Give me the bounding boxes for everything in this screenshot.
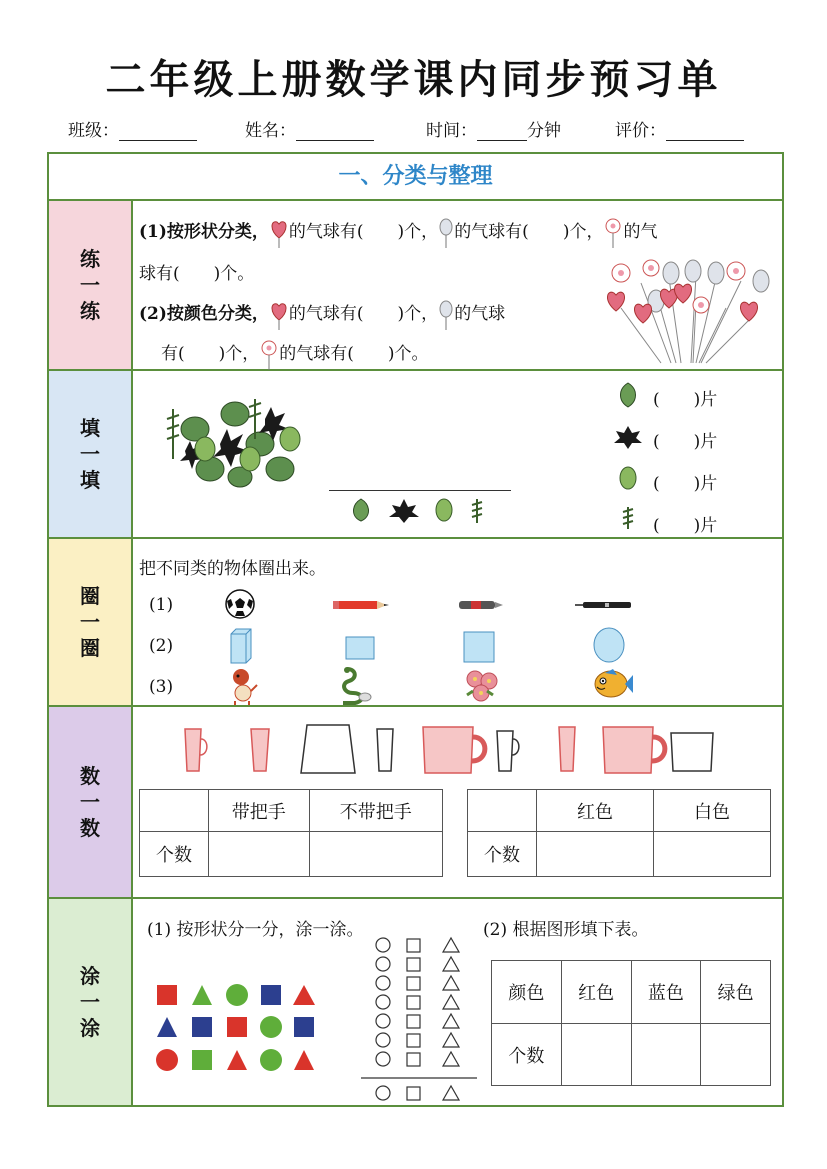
heart-balloon-icon bbox=[269, 218, 289, 248]
answer-blank[interactable]: ( )片 bbox=[653, 474, 718, 494]
question-line: (2)按颜色分类， 的气球有( )个， 的气球 bbox=[139, 299, 505, 330]
handle-count-table bbox=[139, 789, 443, 877]
name-blank[interactable] bbox=[296, 124, 374, 141]
fish-icon[interactable] bbox=[593, 667, 633, 701]
table-header: 绿色 bbox=[701, 961, 771, 1024]
answer-cell[interactable] bbox=[537, 832, 654, 877]
cuboid-icon[interactable] bbox=[231, 629, 251, 663]
paint-content bbox=[133, 899, 782, 1105]
table-header: 颜色 bbox=[492, 961, 562, 1024]
marker-icon[interactable] bbox=[575, 601, 633, 609]
shape-bar-chart-grid[interactable] bbox=[361, 937, 477, 1105]
answer-cell[interactable] bbox=[654, 832, 771, 877]
instruction-text: 把不同类的物体圈出来。 bbox=[139, 559, 326, 579]
square-icon[interactable] bbox=[463, 631, 495, 663]
time-blank[interactable] bbox=[477, 124, 527, 141]
cups-row-image bbox=[183, 721, 743, 777]
table-row-label: 个数 bbox=[140, 832, 209, 877]
rectangle-icon[interactable] bbox=[345, 636, 375, 660]
dog-icon[interactable] bbox=[229, 667, 257, 705]
shape-color-table bbox=[491, 960, 771, 1086]
pencil-icon[interactable] bbox=[333, 599, 391, 611]
eval-blank[interactable] bbox=[666, 124, 744, 141]
round-balloon-icon bbox=[438, 218, 454, 248]
oval-icon[interactable] bbox=[593, 627, 625, 663]
practice-content bbox=[133, 201, 782, 369]
leaf-legend-icons bbox=[615, 381, 641, 529]
answer-cell[interactable] bbox=[309, 832, 442, 877]
item-number: (3) bbox=[149, 677, 174, 697]
table-row-label: 个数 bbox=[468, 832, 537, 877]
row-paint bbox=[49, 899, 782, 1105]
soccer-ball-icon[interactable] bbox=[225, 589, 255, 619]
answer-blank[interactable]: ( )片 bbox=[653, 516, 718, 536]
table-header: 蓝色 bbox=[631, 961, 701, 1024]
question-text: (1) 按形状分一分，涂一涂。 bbox=[147, 920, 364, 940]
worksheet-frame bbox=[47, 152, 784, 1107]
table-header: 白色 bbox=[654, 790, 771, 832]
question-line: 有( )个， 的气球有( )个。 bbox=[161, 339, 429, 370]
section-title: 一、分类与整理 bbox=[49, 154, 782, 201]
question-line: 球有( )个。 bbox=[139, 264, 255, 284]
circle-content bbox=[133, 539, 782, 705]
row-label: 圈 一 圈 bbox=[49, 539, 133, 705]
class-blank[interactable] bbox=[119, 124, 197, 141]
row-label: 数 一 数 bbox=[49, 707, 133, 897]
heart-balloon-icon bbox=[269, 300, 289, 330]
row-count bbox=[49, 707, 782, 899]
eval-field: 评价： bbox=[615, 116, 744, 141]
answer-cell[interactable] bbox=[561, 1024, 631, 1086]
flower-balloon-icon bbox=[603, 218, 623, 248]
fill-content bbox=[133, 371, 782, 537]
answer-blank[interactable]: ( )片 bbox=[653, 432, 718, 452]
table-header: 红色 bbox=[537, 790, 654, 832]
count-content bbox=[133, 707, 782, 897]
table-header: 红色 bbox=[561, 961, 631, 1024]
color-count-table bbox=[467, 789, 771, 877]
question-text: (2) 根据图形填下表。 bbox=[483, 920, 649, 940]
row-fill bbox=[49, 371, 782, 539]
flower-balloon-icon bbox=[259, 340, 279, 370]
answer-cell[interactable] bbox=[701, 1024, 771, 1086]
row-circle bbox=[49, 539, 782, 707]
table-header: 带把手 bbox=[209, 790, 310, 832]
answer-cell[interactable] bbox=[209, 832, 310, 877]
table-row-label: 个数 bbox=[492, 1024, 562, 1086]
table-header bbox=[468, 790, 537, 832]
time-field: 时间： 分钟 bbox=[426, 121, 561, 141]
round-balloon-icon bbox=[438, 300, 454, 330]
item-number: (1) bbox=[149, 595, 174, 615]
table-header: 不带把手 bbox=[309, 790, 442, 832]
item-number: (2) bbox=[149, 636, 174, 656]
question-line: (1)按形状分类， 的气球有( )个， 的气球有( )个， 的气 bbox=[139, 217, 657, 248]
balloon-bundle-image bbox=[601, 263, 781, 363]
row-label: 填 一 填 bbox=[49, 371, 133, 537]
table-header bbox=[140, 790, 209, 832]
answer-blank[interactable]: ( )片 bbox=[653, 390, 718, 410]
row-label: 练 一 练 bbox=[49, 201, 133, 369]
colored-shapes-grid bbox=[157, 985, 327, 1085]
pen-icon[interactable] bbox=[459, 599, 503, 611]
leaf-pile-image bbox=[165, 399, 305, 494]
row-practice bbox=[49, 201, 782, 371]
page-title: 二年级上册数学课内同步预习单 bbox=[105, 57, 722, 103]
name-field: 姓名： bbox=[245, 116, 374, 141]
answer-cell[interactable] bbox=[631, 1024, 701, 1086]
snake-icon[interactable] bbox=[339, 667, 373, 705]
flower-icon[interactable] bbox=[463, 667, 501, 703]
class-field: 班级： bbox=[68, 116, 197, 141]
row-label: 涂 一 涂 bbox=[49, 899, 133, 1105]
leaf-types-row bbox=[349, 497, 489, 525]
divider-line bbox=[329, 490, 511, 491]
